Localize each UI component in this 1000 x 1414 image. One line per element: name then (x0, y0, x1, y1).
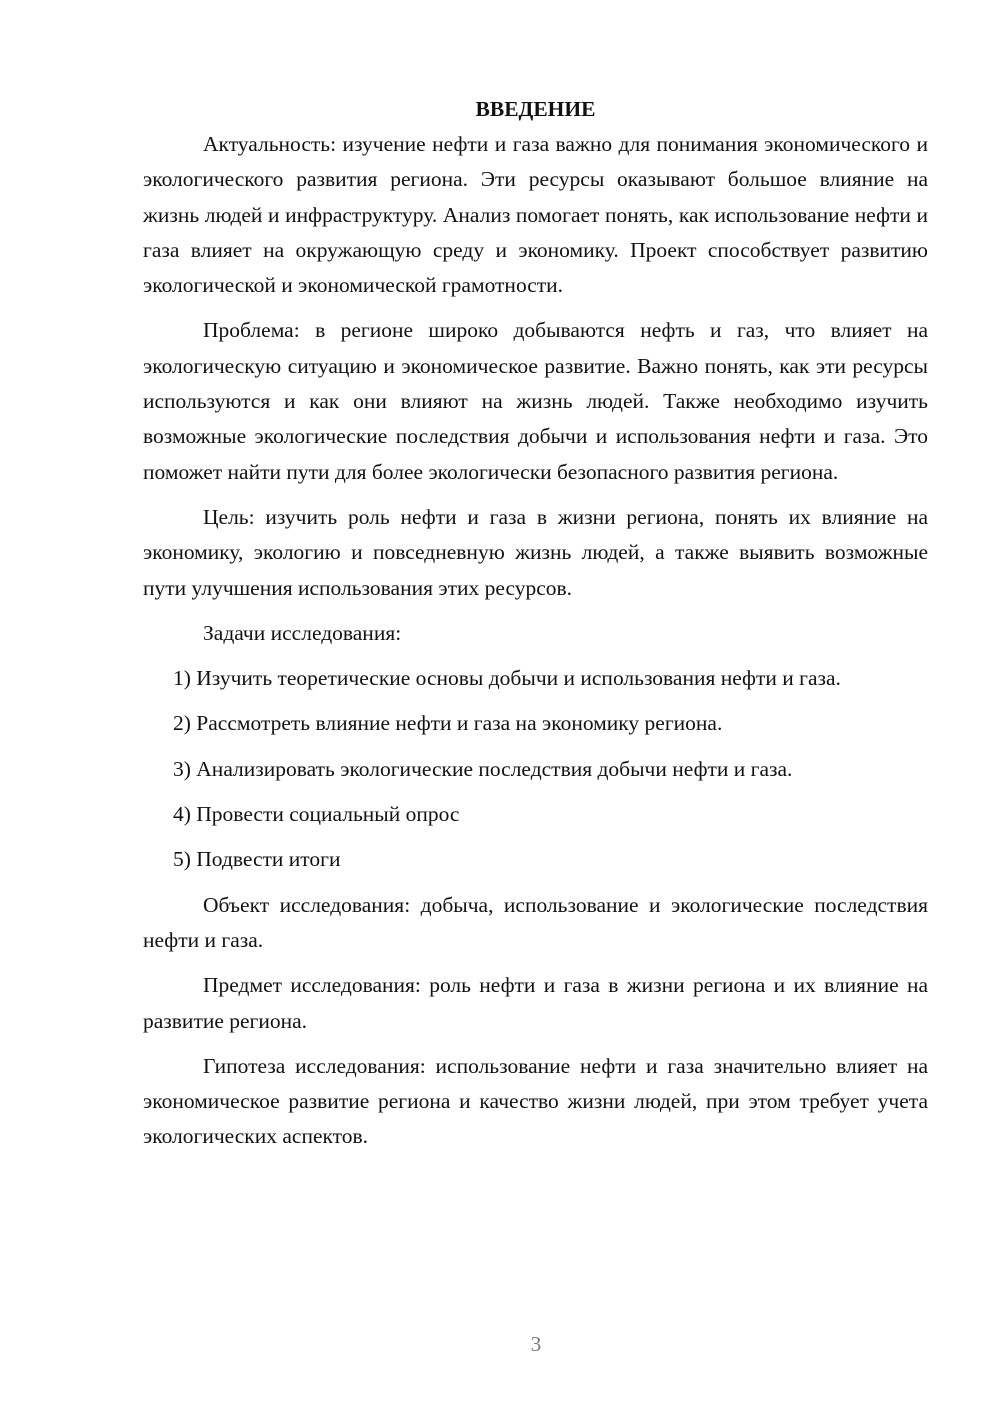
list-item: 2) Рассмотреть влияние нефти и газа на экономику региона. (173, 711, 723, 736)
paragraph-problem: Проблема: в регионе широко добываются нефть и газ, что влияет на экологическую ситуацию и экономическое развитие. Важно понять, как эти ресурсы используются и как они влияют на жизнь людей. Также необходимо изучить возможные экологические последствия добычи и использования нефти и газа. Это поможет найти пути для более экологически безопасного развития региона. (143, 318, 928, 484)
list-item: 5) Подвести итоги (173, 847, 341, 872)
list-item: 4) Провести социальный опрос (173, 802, 460, 827)
list-item: 3) Анализировать экологические последствия добычи нефти и газа. (173, 756, 793, 781)
tasks-heading: Задачи исследования: (203, 620, 402, 645)
paragraph-hypothesis: Гипотеза исследования: использование нефти и газа значительно влияет на экономическое развитие региона и качество жизни людей, при этом требует учета экологических аспектов. (143, 1053, 928, 1149)
document-page (143, 92, 928, 1165)
page-number: 3 (530, 1332, 542, 1356)
page-title: ВВЕДЕНИЕ (475, 97, 596, 121)
paragraph-object: Объект исследования: добыча, использование и экологические последствия нефти и газа. (143, 892, 928, 952)
paragraph-goal: Цель: изучить роль нефти и газа в жизни региона, понять их влияние на экономику, экологию и повседневную жизнь людей, а также выявить возможные пути улучшения использования этих ресурсов. (143, 504, 928, 600)
paragraph-relevance: Актуальность: изучение нефти и газа важно для понимания экономического и экологического развития региона. Эти ресурсы оказывают большое влияние на жизнь людей и инфраструктуру. Анализ помогает понять, как использование нефти и газа влияет на окружающую среду и экономику. Проект способствует развитию экологической и экономической грамотности. (143, 132, 928, 298)
list-item: 1) Изучить теоретические основы добычи и использования нефти и газа. (173, 666, 841, 691)
paragraph-subject: Предмет исследования: роль нефти и газа в жизни региона и их влияние на развитие региона. (143, 973, 928, 1033)
